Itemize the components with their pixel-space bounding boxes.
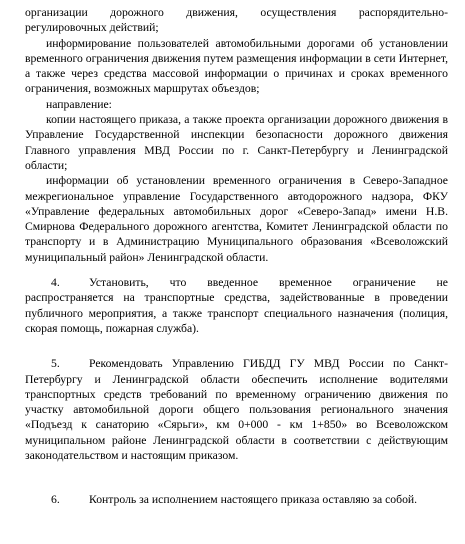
paragraph-inform-users: информирование пользователей автомобильными дорогами об установлении временного ограничения движения путем размещения информации в сети Интернет, а также через средства массовой информации о причинах и сроках временного ограничения, возможных маршрутах объездов; xyxy=(25,36,448,96)
item-4-number: 4. xyxy=(51,276,60,290)
item-5 xyxy=(25,356,448,463)
paragraph-order-copies: копии настоящего приказа, а также проекта организации дорожного движения в Управление Государственной инспекции безопасности дорожного движения Главного управления МВД России по г. Санкт-Петербургу и Ленинградской области; xyxy=(25,113,448,172)
item-4-text: Установить, что введенное временное ограничение не распространяется на транспортные средства, задействованные в проведении публичного мероприятия, а также транспорт специального назначения (полиция, скорая помощь, пожарная служба). xyxy=(25,276,448,335)
item-4 xyxy=(25,275,448,336)
item-6-number: 6. xyxy=(51,493,60,507)
item-6-text: Контроль за исполнением настоящего приказа оставляю за собой. xyxy=(89,493,418,507)
item-5-number: 5. xyxy=(51,357,60,371)
paragraph-traffic-organization: организации дорожного движения, осуществления распорядительно-регулировочных действий; xyxy=(25,6,448,35)
paragraph-restriction-info: информации об установлении временного ограничения в Северо-Западное межрегиональное управление Государственного автодорожного надзора, ФКУ «Управление федеральных автомобильных дорог «Северо-Запад» имени Н.В. Смирнова Федерального дорожного агентства, Комитет Ленинградской области по транспорту и в Администрацию Муниципального образования «Всеволожский муниципальный район» Ленинградской области. xyxy=(25,174,448,264)
item-6 xyxy=(25,492,448,507)
item-5-text: Рекомендовать Управлению ГИБДД ГУ МВД России по Санкт-Петербургу и Ленинградской области обеспечить исполнение водителями транспортных средств требований по временному ограничению движения по участку автомобильной дороги общего пользования регионального значения «Подъезд к санаторию «Сярьги», км 0+000 - км 1+850» во Всеволожском муниципальном районе Ленинградской области в соответствии с действующим законодательством и настоящим приказом. xyxy=(25,357,448,463)
document-page xyxy=(25,5,448,508)
paragraph-direction-heading: направление: xyxy=(46,97,112,111)
